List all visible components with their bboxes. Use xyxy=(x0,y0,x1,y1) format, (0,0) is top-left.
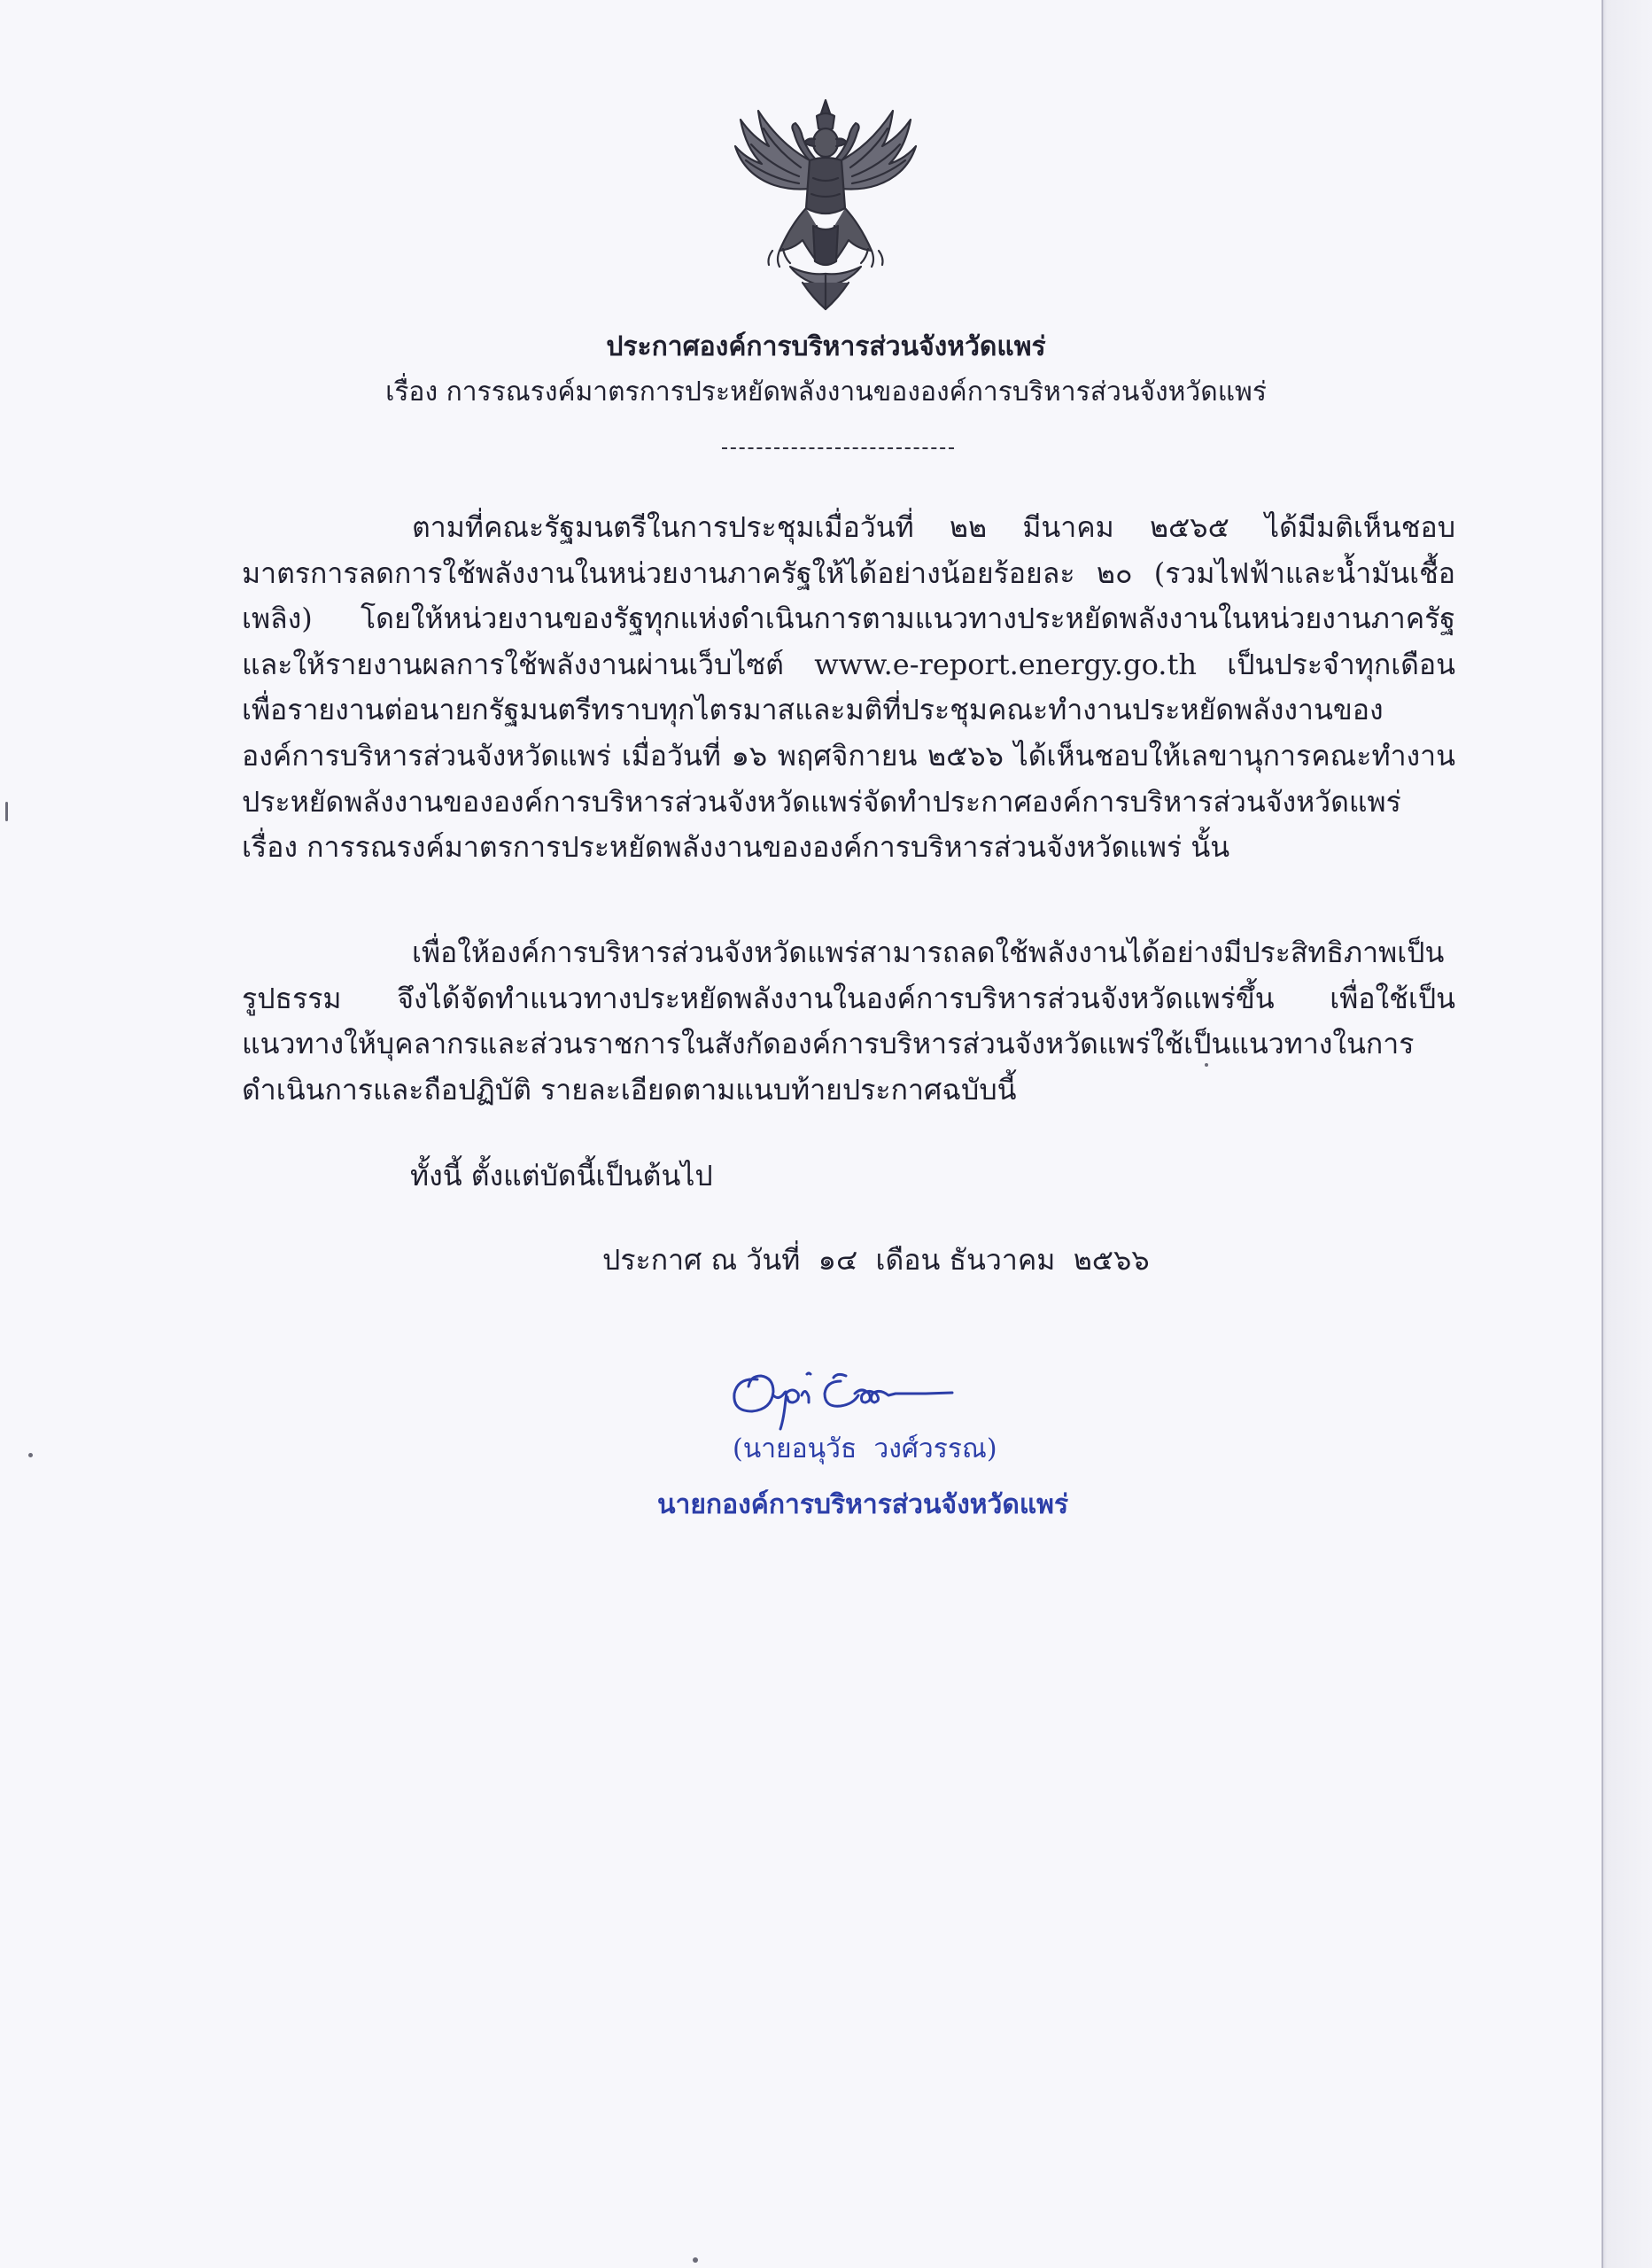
announcement-subject: เรื่อง การรณรงค์มาตรการประหยัดพลังงานขององค์การบริหารส่วนจังหวัดแพร่ xyxy=(385,377,1267,408)
signer-name: (นายอนุวัธ วงศ์วรรณ) xyxy=(733,1433,997,1464)
body-paragraph-1 xyxy=(242,505,1455,871)
body-paragraph-2-text: เพื่อให้องค์การบริหารส่วนจังหวัดแพร่สามารถลดใช้พลังงานได้อย่างมีประสิทธิภาพเป็นรูปธรรม จึงได้จัดทำแนวทางประหยัดพลังงานในองค์การบริหารส่วนจังหวัดแพร่ขึ้น เพื่อใช้เป็นแนวทางให้บุคลากรและส่วนราชการในสังกัดองค์การบริหารส่วนจังหวัดแพร่ใช้เป็นแนวทางในการดำเนินการและถือปฏิบัติ รายละเอียดตามแนบท้ายประกาศฉบับนี้ xyxy=(242,936,1455,1107)
title-divider xyxy=(722,447,954,449)
announcement-date: ประกาศ ณ วันที่ ๑๔ เดือน ธันวาคม ๒๕๖๖ xyxy=(602,1243,1150,1277)
scan-speck xyxy=(28,1453,33,1457)
scan-speck xyxy=(5,802,8,821)
effective-clause: ทั้งนี้ ตั้งแต่บัดนี้เป็นต้นไป xyxy=(410,1159,713,1192)
scan-speck xyxy=(1205,1063,1208,1067)
body-paragraph-1-text: ตามที่คณะรัฐมนตรีในการประชุมเมื่อวันที่ ๒๒ มีนาคม ๒๕๖๕ ได้มีมติเห็นชอบมาตรการลดการใช้พลังงานในหน่วยงานภาครัฐให้ได้อย่างน้อยร้อยละ ๒๐ (รวมไฟฟ้าและน้ำมันเชื้อเพลิง) โดยให้หน่วยงานของรัฐทุกแห่งดำเนินการตามแนวทางประหยัดพลังงานในหน่วยงานภาครัฐและให้รายงานผลการใช้พลังงานผ่านเว็บไซต์ www.e-report.energy.go.th เป็นประจำทุกเดือน เพื่อรายงานต่อนายกรัฐมนตรีทราบทุกไตรมาสและมติที่ประชุมคณะทำงานประหยัดพลังงานขององค์การบริหารส่วนจังหวัดแพร่ เมื่อวันที่ ๑๖ พฤศจิกายน ๒๕๖๖ ได้เห็นชอบให้เลขานุการคณะทำงานประหยัดพลังงานขององค์การบริหารส่วนจังหวัดแพร่จัดทำประกาศองค์การบริหารส่วนจังหวัดแพร่ เรื่อง การรณรงค์มาตรการประหยัดพลังงานขององค์การบริหารส่วนจังหวัดแพร่ นั้น xyxy=(242,510,1455,865)
scan-speck xyxy=(693,2257,698,2263)
garuda-emblem-icon xyxy=(728,93,923,315)
announcement-title: ประกาศองค์การบริหารส่วนจังหวัดแพร่ xyxy=(606,331,1046,362)
body-paragraph-2 xyxy=(242,930,1455,1113)
signer-position: นายกองค์การบริหารส่วนจังหวัดแพร่ xyxy=(657,1489,1069,1520)
handwritten-signature-icon xyxy=(722,1342,988,1435)
